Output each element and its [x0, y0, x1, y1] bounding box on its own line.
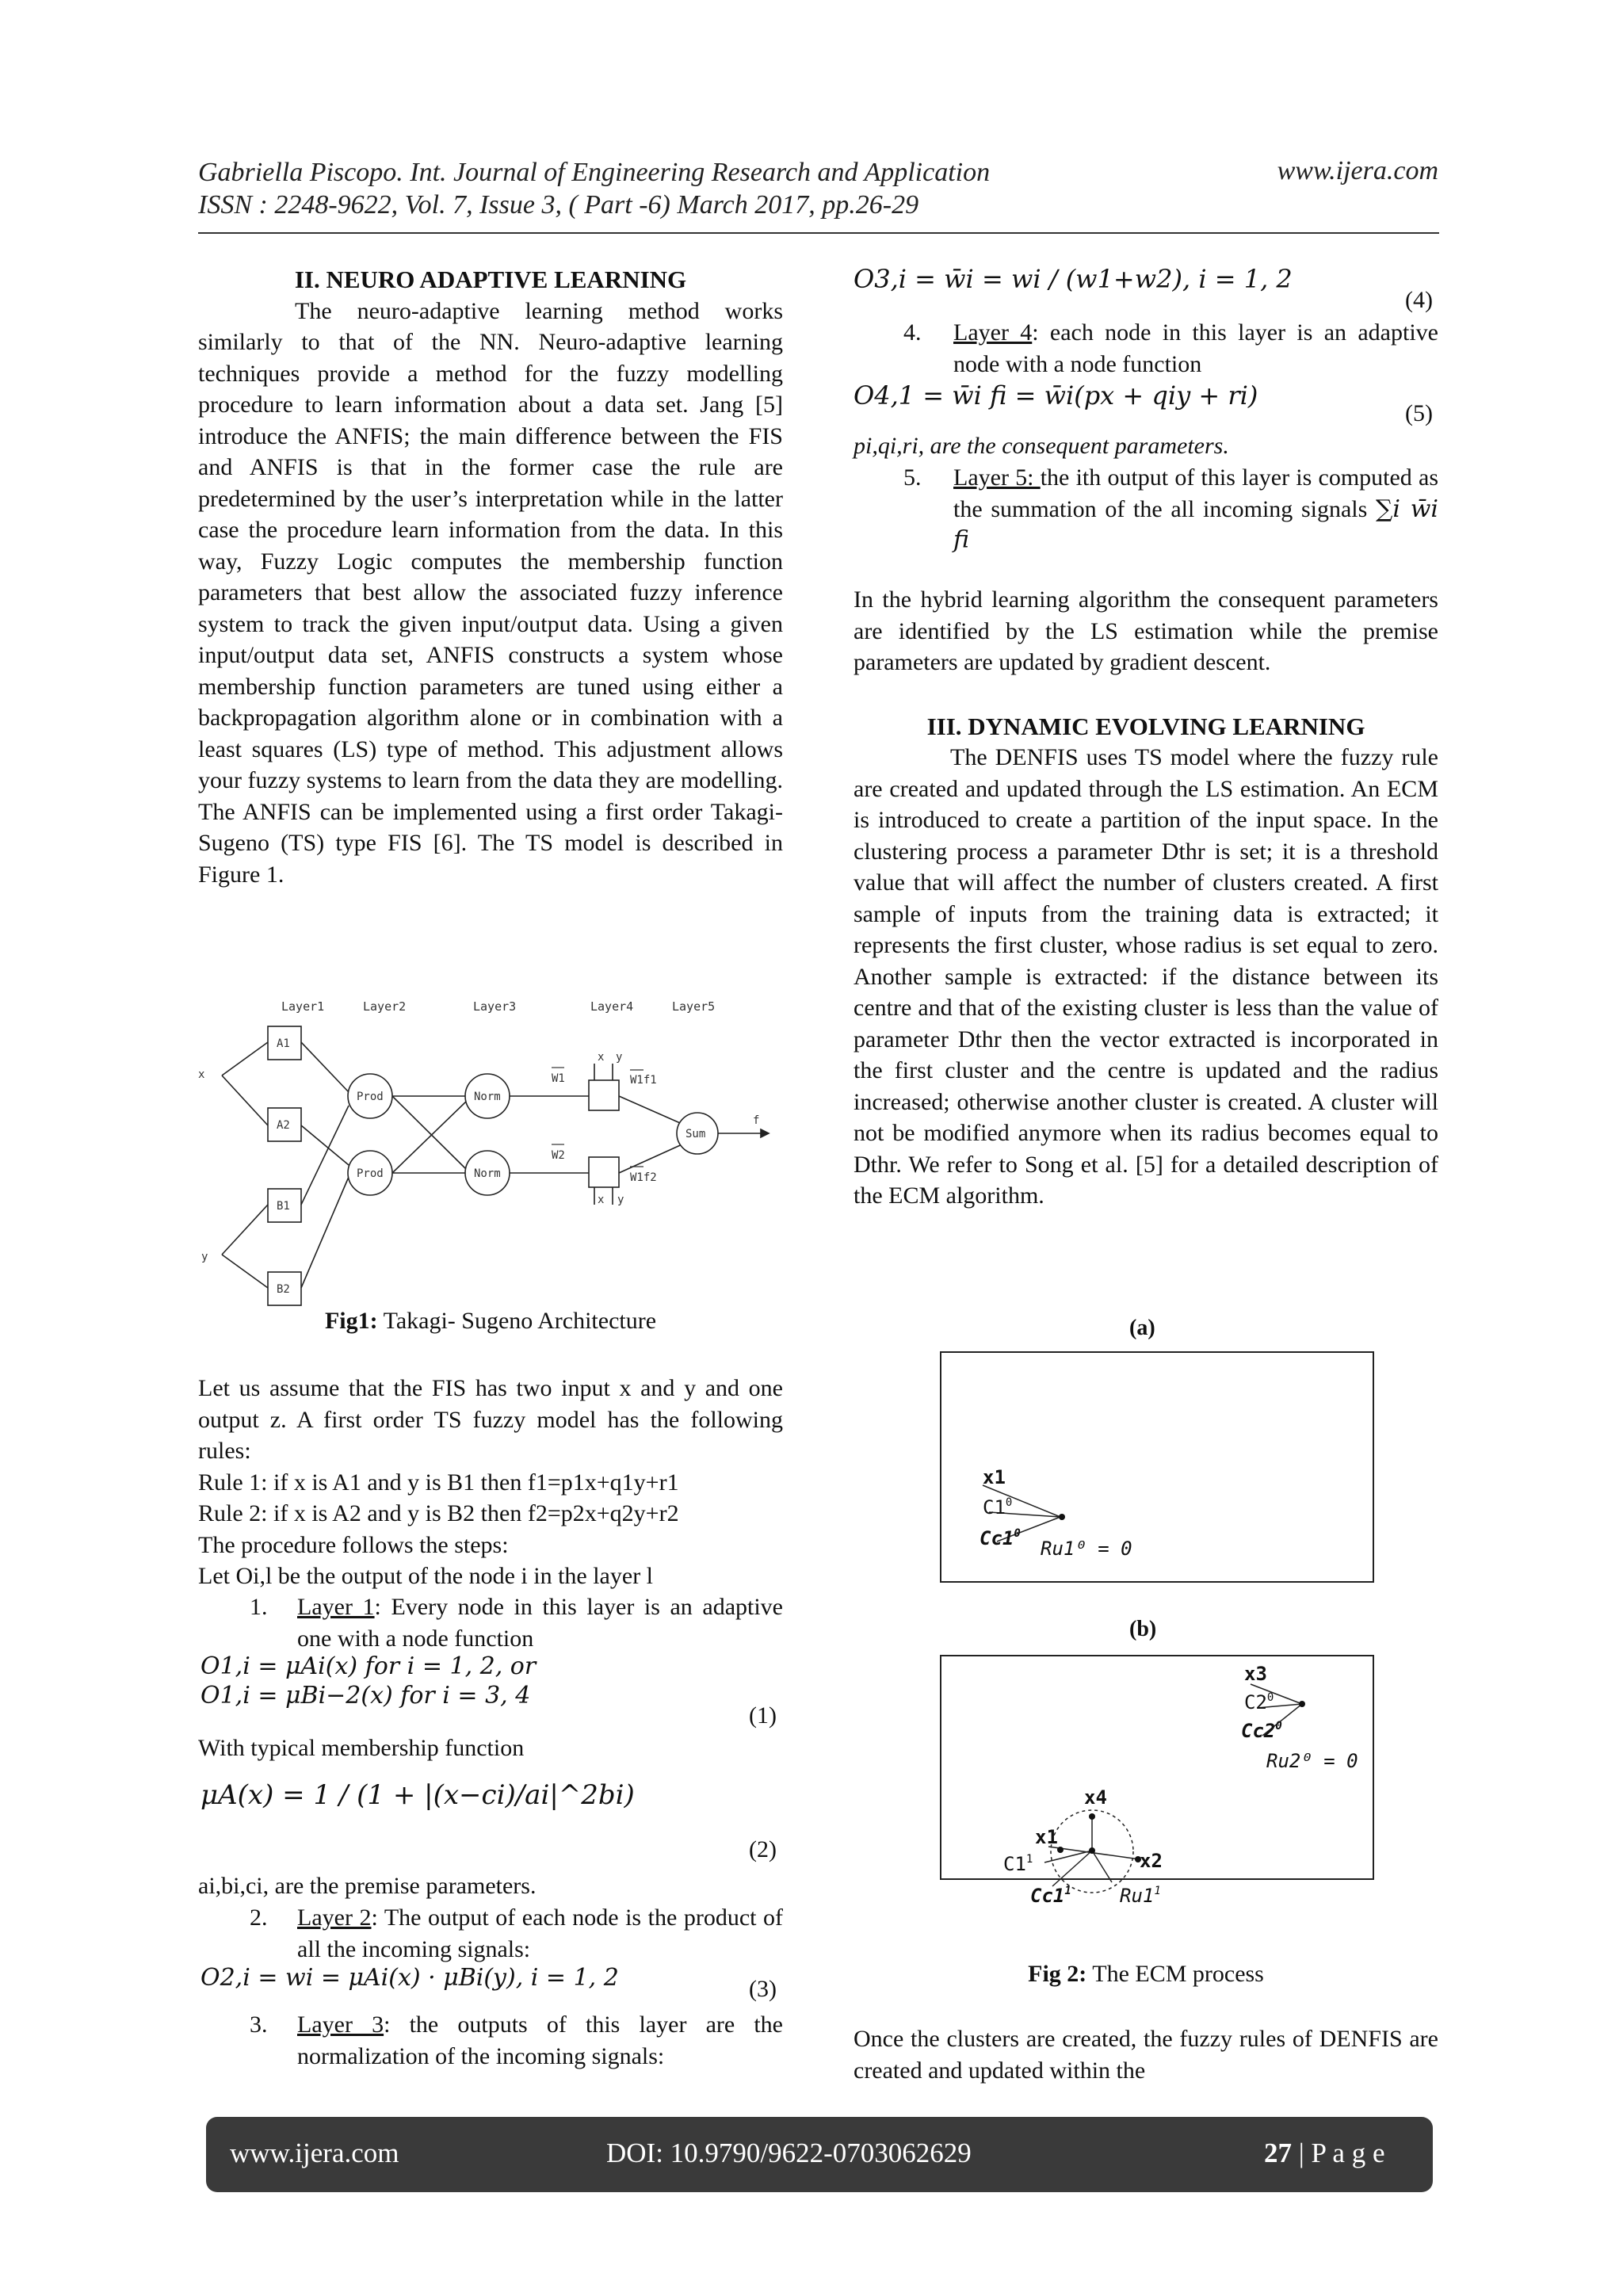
fig1-norm-node: Norm	[474, 1167, 501, 1180]
fig1-anfis-diagram	[190, 991, 785, 1300]
fig2-b-x4: x4	[1084, 1786, 1107, 1809]
consequent-parameters-text: pi,qi,ri, are the consequent parameters.	[854, 433, 1229, 459]
layer2-item	[297, 1902, 783, 1965]
equation-2: μA(x) = 1 / (1 + |(x−ci)/ai|^2bi)	[200, 1779, 635, 1811]
layer1-item	[297, 1591, 783, 1654]
fig1-layer4-y: y	[617, 1194, 624, 1206]
fig1-prod-node: Prod	[357, 1091, 384, 1103]
fig2-a-c1-base: C1	[983, 1496, 1006, 1519]
fig2-b-c2-base: C2	[1244, 1691, 1267, 1713]
fig2-b-c1-sup: 1	[1025, 1853, 1033, 1866]
left-column-rules	[198, 1373, 783, 1592]
fig2-b-cc2	[1241, 1720, 1282, 1742]
header-divider	[198, 232, 1439, 234]
header-issn: ISSN : 2248-9622, Vol. 7, Issue 3, ( Part -6) March 2017, pp.26-29	[198, 190, 919, 220]
equation-1-number: (1)	[749, 1702, 777, 1729]
fig2-a-cc1-sup: 0	[1014, 1527, 1021, 1540]
fig2-b-label: (b)	[1129, 1617, 1157, 1641]
fig1-layer4-y: y	[616, 1051, 623, 1064]
fig1-w1f1-label: W1f1	[630, 1074, 657, 1087]
equation-4-number: (4)	[1405, 287, 1433, 313]
fig1-output-f: f	[753, 1114, 760, 1127]
fig2-b-cc1-base: Cc1	[1030, 1885, 1065, 1907]
fig2-b-radius1-sup: 1	[1154, 1885, 1161, 1897]
fig1-caption	[198, 1308, 783, 1335]
fig1-layer4-x: x	[598, 1194, 605, 1206]
fig1-mf-node: A1	[277, 1037, 290, 1050]
equation-4: O3,i = w̄i = wi / (w1+w2), i = 1, 2	[854, 264, 1293, 294]
fig2-b-radius1	[1120, 1885, 1161, 1907]
fig2-b-x1: x1	[1035, 1826, 1058, 1848]
layer5-label: Layer 5:	[953, 464, 1041, 491]
fig1-mf-node: A2	[277, 1119, 290, 1132]
fig2-b-radius2: Ru2⁰ = 0	[1266, 1750, 1358, 1772]
equation-2-number: (2)	[749, 1836, 777, 1862]
layer1-number: 1.	[250, 1594, 268, 1620]
fig1-w1f2-label: W1f2	[630, 1171, 657, 1184]
rule-2: Rule 2: if x is A2 and y is B2 then f2=p2x+q2y+r2	[198, 1500, 679, 1526]
procedure-intro: The procedure follows the steps:	[198, 1531, 509, 1558]
layer4-label: Layer 4	[953, 319, 1033, 346]
fig2-b-c2	[1244, 1691, 1274, 1713]
fis-assumption-paragraph: Let us assume that the FIS has two input x and y and one output z. A first order TS fuzzy model has the following rules:	[198, 1375, 783, 1464]
fig1-sum-node: Sum	[685, 1128, 706, 1140]
fig2-a-x1: x1	[983, 1466, 1006, 1488]
fig1-prod-node: Prod	[357, 1167, 384, 1180]
fig2-b-cc1-sup: 1	[1064, 1885, 1071, 1897]
premise-parameters-text: ai,bi,ci, are the premise parameters.	[198, 1873, 537, 1899]
layer4-number: 4.	[903, 319, 922, 346]
layer2-label: Layer 2	[297, 1904, 372, 1931]
fig2-b-radius1-base: Ru1	[1120, 1885, 1155, 1907]
output-definition: Let Oi,l be the output of the node i in the layer l	[198, 1563, 654, 1589]
footer-url[interactable]: www.ijera.com	[230, 2137, 399, 2168]
fig2-b-c1-base: C1	[1003, 1853, 1026, 1875]
fig2-b-point-x1	[1057, 1847, 1064, 1853]
fig2-caption-label: Fig 2:	[1028, 1961, 1087, 1987]
layer2-number: 2.	[250, 1904, 268, 1931]
fig1-caption-text: Takagi- Sugeno Architecture	[377, 1308, 657, 1334]
fig1-layer-label: Layer3	[473, 999, 517, 1014]
equation-5: O4,1 = w̄i fi = w̄i(px + qiy + ri)	[854, 380, 1258, 411]
fig2-b-cluster1-center	[1089, 1847, 1095, 1854]
equation-3: O2,i = wi = μAi(x) · μBi(y), i = 1, 2	[200, 1964, 619, 1992]
header-citation: Gabriella Piscopo. Int. Journal of Engineering Research and Application	[198, 158, 991, 187]
fig2-b-point-x4	[1089, 1813, 1095, 1820]
fig2-b-c2-sup: 0	[1266, 1691, 1274, 1704]
fig2-a-radius: Ru1⁰ = 0	[1041, 1538, 1132, 1560]
equation-1b: O1,i = μBi−2(x) for i = 3, 4	[200, 1682, 531, 1710]
layer4-text: : each node in this layer is an adaptive node with a node function	[953, 319, 1438, 377]
fig1-w1-label: W1	[552, 1072, 565, 1085]
fig2-b-cluster2-center	[1299, 1701, 1305, 1707]
footer-page	[1264, 2137, 1385, 2169]
section-3-paragraph: The DENFIS uses TS model where the fuzzy rule are created and updated through the LS estimation. An ECM is introduced to create a partition of the input space. In the clustering process a parameter Dthr is set; it is a threshold value that will affect the number of clusters created. A first sample of inputs from the training data is extracted; it represents the first cluster, whose radius is set equal to zero. Another sample is extracted: if the distance between its centre and that of the existing cluster is less than the value of parameter Dthr then the vector extracted is incorporated in the first cluster and the centre is updated and the radius increased; otherwise another cluster is created. A cluster will not be modified anymore when its radius becomes equal to Dthr. We refer to Song et al. [5] for a detailed description of the ECM algorithm.	[854, 744, 1438, 1209]
fig2-a-label: (a)	[1129, 1316, 1155, 1340]
equation-1a: O1,i = μAi(x) for i = 1, 2, or	[200, 1652, 537, 1680]
fig2-b-cc1	[1030, 1885, 1071, 1907]
fig2-panel-a	[940, 1351, 1374, 1583]
fig2-panel-b	[940, 1655, 1374, 1907]
fig2-caption-text: The ECM process	[1086, 1961, 1264, 1987]
header-url[interactable]: www.ijera.com	[1277, 156, 1438, 185]
layer2-text: : The output of each node is the product of all the incoming signals:	[297, 1904, 783, 1962]
fig1-mf-node: B1	[277, 1200, 290, 1213]
fig2-b-x3: x3	[1244, 1663, 1267, 1685]
layer5-number: 5.	[903, 464, 922, 491]
fig1-caption-label: Fig1:	[324, 1308, 378, 1334]
fig2-b-c1	[1003, 1853, 1033, 1875]
fig1-w2-label: W2	[552, 1149, 565, 1162]
fig2-a-c1	[983, 1496, 1012, 1519]
fig2-caption	[854, 1961, 1438, 1988]
fig1-layer4-x: x	[598, 1051, 605, 1064]
left-column-top	[198, 264, 783, 890]
fig2-b-x2: x2	[1140, 1850, 1163, 1872]
fig1-input-y: y	[201, 1251, 208, 1263]
fig2-a-cc1-base: Cc1	[980, 1527, 1014, 1549]
layer5-text: the ith output of this layer is computed as the summation of the all incoming signals	[953, 464, 1439, 522]
right-column-body	[854, 584, 1438, 1212]
layer4-item	[953, 317, 1438, 380]
layer1-label: Layer 1	[297, 1594, 375, 1620]
page-footer	[206, 2117, 1433, 2192]
fig2-a-c1-sup: 0	[1005, 1496, 1013, 1509]
fig1-layer-label: Layer5	[672, 999, 716, 1014]
fig1-layer-label: Layer2	[363, 999, 407, 1014]
fig1-layer-label: Layer1	[281, 999, 325, 1014]
equation-3-number: (3)	[749, 1976, 777, 2002]
fig2-panel-a-plot	[941, 1353, 1373, 1581]
fig1-input-x: x	[198, 1068, 205, 1081]
section-2-title: II. NEURO ADAPTIVE LEARNING	[294, 266, 687, 293]
layer3-item	[297, 2009, 783, 2072]
fig2-b-cc2-sup: 0	[1275, 1720, 1282, 1733]
section-3-title: III. DYNAMIC EVOLVING LEARNING	[926, 712, 1365, 740]
footer-page-number: 27	[1264, 2137, 1292, 2168]
footer-page-label: | P a g e	[1292, 2137, 1385, 2168]
denfis-rules-paragraph: Once the clusters are created, the fuzzy rules of DENFIS are created and updated within the	[854, 2026, 1438, 2084]
fig1-norm-node: Norm	[474, 1091, 501, 1103]
layer3-text: : the outputs of this layer are the normalization of the incoming signals:	[297, 2011, 783, 2069]
rule-1: Rule 1: if x is A1 and y is B1 then f1=p1x+q1y+r1	[198, 1469, 679, 1496]
fig2-a-cluster-center	[1059, 1514, 1065, 1520]
layer1-text: : Every node in this layer is an adaptive one with a node function	[297, 1594, 784, 1652]
layer5-sum-formula: ∑i w̄i fi	[953, 495, 1439, 554]
fig2-a-cc1	[980, 1527, 1021, 1549]
layer3-number: 3.	[250, 2011, 268, 2038]
fig1-mf-node: B2	[277, 1283, 290, 1296]
typical-mf-text: With typical membership function	[198, 1735, 525, 1761]
fig2-panel-b-plot	[941, 1656, 1373, 1907]
hybrid-learning-paragraph: In the hybrid learning algorithm the consequent parameters are identified by the LS estimation while the premise parameters are updated by gradient descent.	[854, 586, 1438, 675]
fig2-b-cc2-base: Cc2	[1241, 1720, 1276, 1742]
layer3-label: Layer 3	[297, 2011, 384, 2038]
fig1-layer-label: Layer4	[590, 999, 634, 1014]
section-2-paragraph: The neuro-adaptive learning method works similarly to that of the NN. Neuro-adaptive learning techniques provide a method for the fuzzy modelling procedure to learn information about a data set. Jang [5] introduce the ANFIS; the main difference between the FIS and ANFIS is that in the former case the rule are predetermined by the user’s interpretation while in the latter case the procedure learn information from the data. In this way, Fuzzy Logic computes the membership function parameters that best allow the associated fuzzy inference system to track the given input/output data. Using a given input/output data set, ANFIS constructs a system whose membership function parameters are tuned using either a backpropagation algorithm alone or in combination with a least squares (LS) type of method. This adjustment allows your fuzzy systems to learn from the data they are modelling. The ANFIS can be implemented using a first order Takagi-Sugeno (TS) type FIS [6]. The TS model is described in Figure 1.	[198, 297, 783, 888]
equation-5-number: (5)	[1405, 400, 1433, 426]
footer-doi: DOI: 10.9790/9622-0703062629	[606, 2137, 972, 2168]
layer5-item	[953, 462, 1438, 556]
